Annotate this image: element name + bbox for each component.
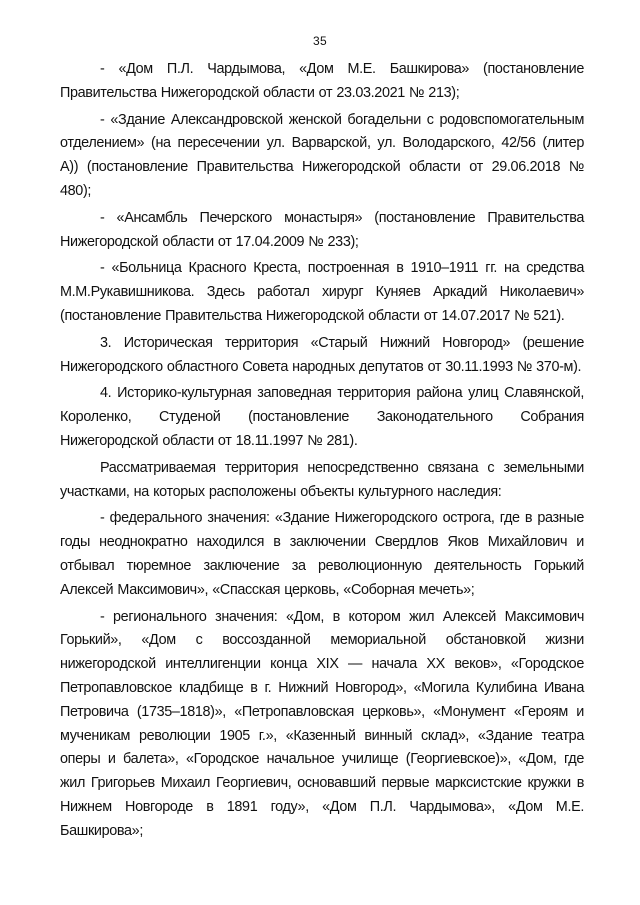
paragraph-federal-objects: - федерального значения: «Здание Нижегородского острога, где в разные годы неоднократно находился в заключении Свердлов Яков Михайлович и отбывал тюремное заключение за революционную деятельность Горький Алексей Максимович», «Спасская церковь, «Соборная мечеть»; [60, 510, 584, 598]
paragraph-territory-relation: Рассматриваемая территория непосредственно связана с земельными участками, на которых расположены объекты культурного наследия: [60, 459, 584, 500]
paragraph-almshouse: - «Здание Александровской женской богадельни с родовспомогательным отделением» (на пересечении ул. Варварской, ул. Володарского, 42/56 (литер А)) (постановление Правительства Нижегородской области от 29.06.2018 № 480); [60, 111, 584, 199]
paragraph-historic-territory: 3. Историческая территория «Старый Нижний Новгород» (решение Нижегородского областного Совета народных депутатов от 30.11.1993 № 370-м). [60, 334, 584, 375]
paragraph-reserve-territory: 4. Историко-культурная заповедная территория района улиц Славянской, Короленко, Студеной (постановление Законодательного Собрания Нижегородской области от 18.11.1997 № 281). [60, 385, 584, 449]
paragraph-chardymov-bashkirov: - «Дом П.Л. Чардымова, «Дом М.Е. Башкирова» (постановление Правительства Нижегородской области от 23.03.2021 № 213); [60, 61, 584, 101]
page-number: 35 [313, 34, 327, 48]
paragraph-pechersky-monastery: - «Ансамбль Печерского монастыря» (постановление Правительства Нижегородской области от 17.04.2009 № 233); [60, 209, 584, 250]
paragraph-red-cross-hospital: - «Больница Красного Креста, построенная в 1910–1911 гг. на средства М.М.Рукавишникова. Здесь работал хирург Куняев Аркадий Николаевич» (постановление Правительства Нижегородской области от 14.07.2017 № 521). [60, 260, 584, 324]
document-body [60, 58, 584, 847]
paragraph-regional-objects: - регионального значения: «Дом, в котором жил Алексей Максимович Горький», «Дом с воссозданной мемориальной обстановкой жизни нижегородской интеллигенции конца XIX — начала XX веков», «Городское Петропавловское кладбище в г. Нижний Новгород», «Могила Кулибина Ивана Петровича (1735–1818)», «Петропавловская церковь», «Монумент «Героям и мученикам революции 1905 г.», «Казенный винный склад», «Здание театра оперы и балета», «Городское начальное училище (Георгиевское)», «Дом, где жил Григорьев Михаил Георгиевич, основавший первые марксистские кружки в Нижнем Новгороде в 1891 году», «Дом П.Л. Чардымова», «Дом М.Е. Башкирова»; [60, 608, 584, 839]
